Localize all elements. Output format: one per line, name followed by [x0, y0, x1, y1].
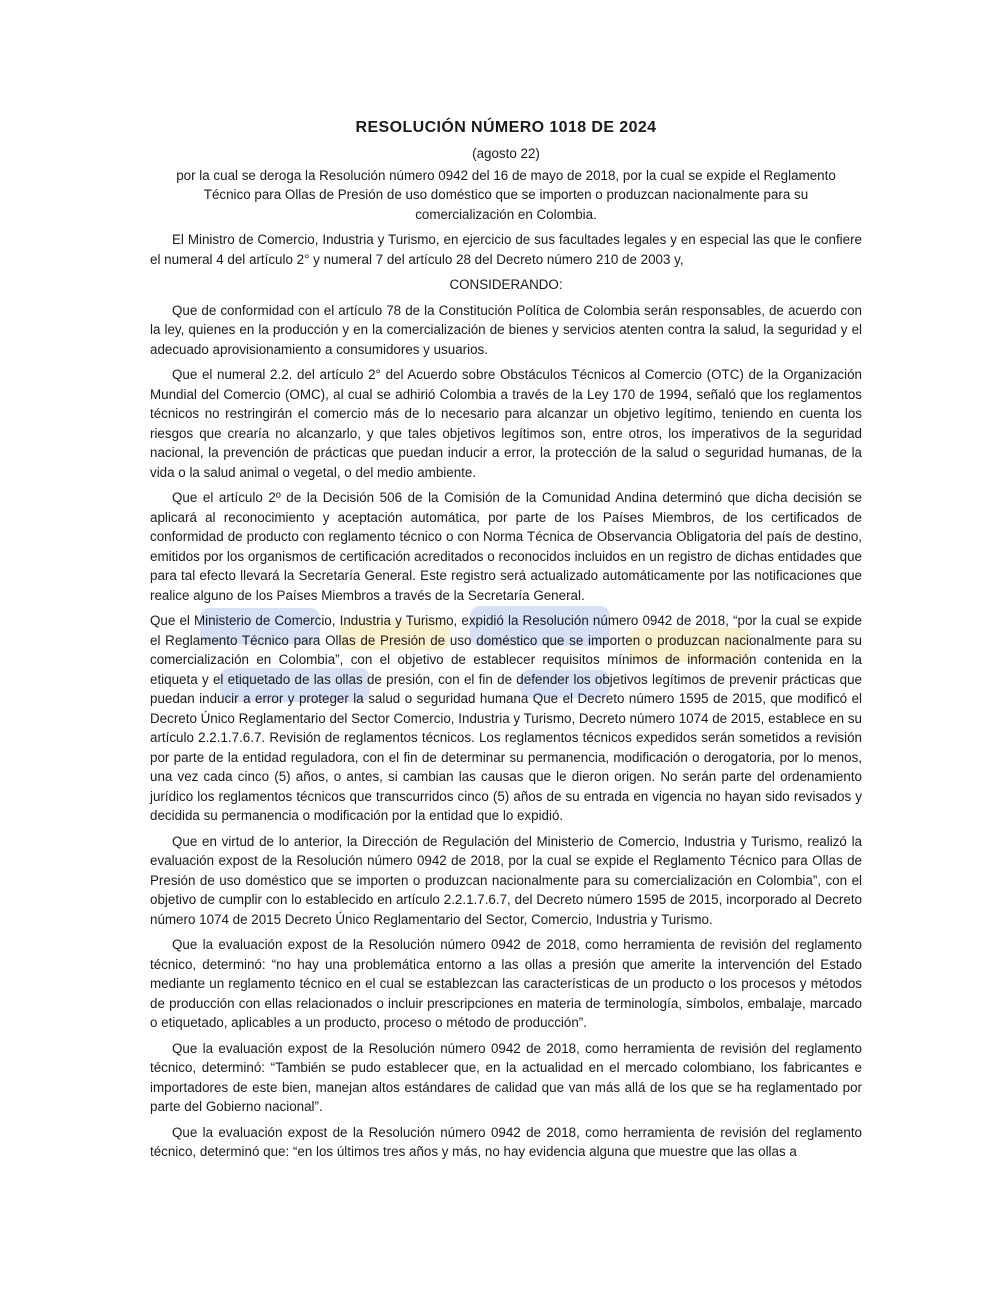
- paragraph-5: Que en virtud de lo anterior, la Dirección de Regulación del Ministerio de Comercio, Industria y Turismo, realizó la evaluación expost de la Resolución número 0942 de 2018, por la cual se expide el Reglamento Técnico para Ollas de Presión de uso doméstico que se importen o produzcan nacionalmente para su comercialización en Colombia”, con el objetivo de cumplir con lo establecido en artículo 2.2.1.7.6.7, del Decreto número 1595 de 2015, incorporado al Decreto número 1074 de 2015 Decreto Único Reglamentario del Sector, Comercio, Industria y Turismo.: [150, 833, 862, 927]
- document-date: (agosto 22): [472, 146, 540, 161]
- paragraph-8: Que la evaluación expost de la Resolución número 0942 de 2018, como herramienta de revisión del reglamento técnico, determinó que: “en los últimos tres años y más, no hay evidencia alguna que muestre que las ollas a: [150, 1124, 862, 1159]
- document-title: RESOLUCIÓN NÚMERO 1018 DE 2024: [355, 119, 657, 136]
- paragraph-7: Que la evaluación expost de la Resolución número 0942 de 2018, como herramienta de revisión del reglamento técnico, determinó: “También se pudo establecer que, en la actualidad en el mercado colombiano, los fabricantes e importadores de este bien, manejan altos estándares de calidad que van más allá de los que se ha reglamentado por parte del Gobierno nacional”.: [150, 1040, 862, 1114]
- paragraph-3: Que el artículo 2º de la Decisión 506 de la Comisión de la Comunidad Andina determinó que dicha decisión se aplicará al reconocimiento y aceptación automática, por parte de los Países Miembros, de los certificados de conformidad de producto con reglamento técnico o con Norma Técnica de Observancia Obligatoria del país de destino, emitidos por los organismos de certificación acreditados o reconocidos incluidos en un registro de dichas entidades que para tal efecto llevará la Secretaría General. Este registro será actualizado automáticamente por las notificaciones que realice alguno de los Países Miembros a través de la Secretaría General.: [150, 490, 862, 603]
- intro-paragraph: El Ministro de Comercio, Industria y Turismo, en ejercicio de sus facultades legales y en especial las que le confiere el numeral 4 del artículo 2° y numeral 7 del artículo 28 del Decreto número 210 de 2003 y,: [150, 232, 862, 267]
- paragraph-2: Que el numeral 2.2. del artículo 2° del Acuerdo sobre Obstáculos Técnicos al Comercio (OTC) de la Organización Mundial del Comercio (OMC), al cual se adhirió Colombia a través de la Ley 170 de 1994, señaló que los reglamentos técnicos no restringirán el comercio más de lo necesario para alcanzar un objetivo legítimo, teniendo en cuenta los riesgos que crearía no alcanzarlo, y que tales objetivos legítimos son, entre otros, los imperativos de la seguridad nacional, la prevención de prácticas que puedan inducir a error, la protección de la salud o seguridad humanas, de la vida o la salud animal o vegetal, o del medio ambiente.: [150, 367, 862, 480]
- paragraph-6: Que la evaluación expost de la Resolución número 0942 de 2018, como herramienta de revisión del reglamento técnico, determinó: “no hay una problemática entorno a las ollas a presión que amerite la intervención del Estado mediante un reglamento técnico en el cual se establezcan las características de un producto o los procesos y métodos de producción con ellas relacionados o incluir prescripciones en materia de terminología, símbolos, embalaje, marcado o etiquetado, aplicables a un producto, proceso o método de producción”.: [150, 937, 862, 1030]
- document-subtitle: por la cual se deroga la Resolución número 0942 del 16 de mayo de 2018, por la cual se expide el Reglamento Técnico para Ollas de Presión de uso doméstico que se importen o produzcan nacionalmente para su comercialización en Colombia.: [176, 167, 836, 222]
- document-page: [150, 118, 862, 1162]
- considering-heading: CONSIDERANDO:: [449, 277, 563, 292]
- paragraph-1: Que de conformidad con el artículo 78 de la Constitución Política de Colombia serán responsables, de acuerdo con la ley, quienes en la producción y en la comercialización de bienes y servicios atenten contra la salud, la seguridad y el adecuado aprovisionamiento a consumidores y usuarios.: [150, 302, 862, 357]
- paragraph-4: Que el Ministerio de Comercio, Industria y Turismo, expidió la Resolución número 0942 de 2018, “por la cual se expide el Reglamento Técnico para Ollas de Presión de uso doméstico que se importen o produzcan nacionalmente para su comercialización en Colombia”, con el objetivo de establecer requisitos mínimos de información contenida en la etiqueta y el etiquetado de las ollas de presión, con el fin de defender los objetivos legítimos de prevenir prácticas que puedan inducir a error y proteger la salud o seguridad humana Que el Decreto número 1595 de 2015, que modificó el Decreto Único Reglamentario del Sector Comercio, Industria y Turismo, Decreto número 1074 de 2015, establece en su artículo 2.2.1.7.6.7. Revisión de reglamentos técnicos. Los reglamentos técnicos expedidos serán sometidos a revisión por parte de la entidad reguladora, con el fin de determinar su permanencia, modificación o derogatoria, por lo menos, una vez cada cinco (5) años, o antes, si cambian las causas que le dieron origen. No serán parte del ordenamiento jurídico los reglamentos técnicos que transcurridos cinco (5) años de su entrada en vigencia no hayan sido revisados y decidida su permanencia o modificación por la entidad que lo expidió.: [150, 613, 862, 823]
